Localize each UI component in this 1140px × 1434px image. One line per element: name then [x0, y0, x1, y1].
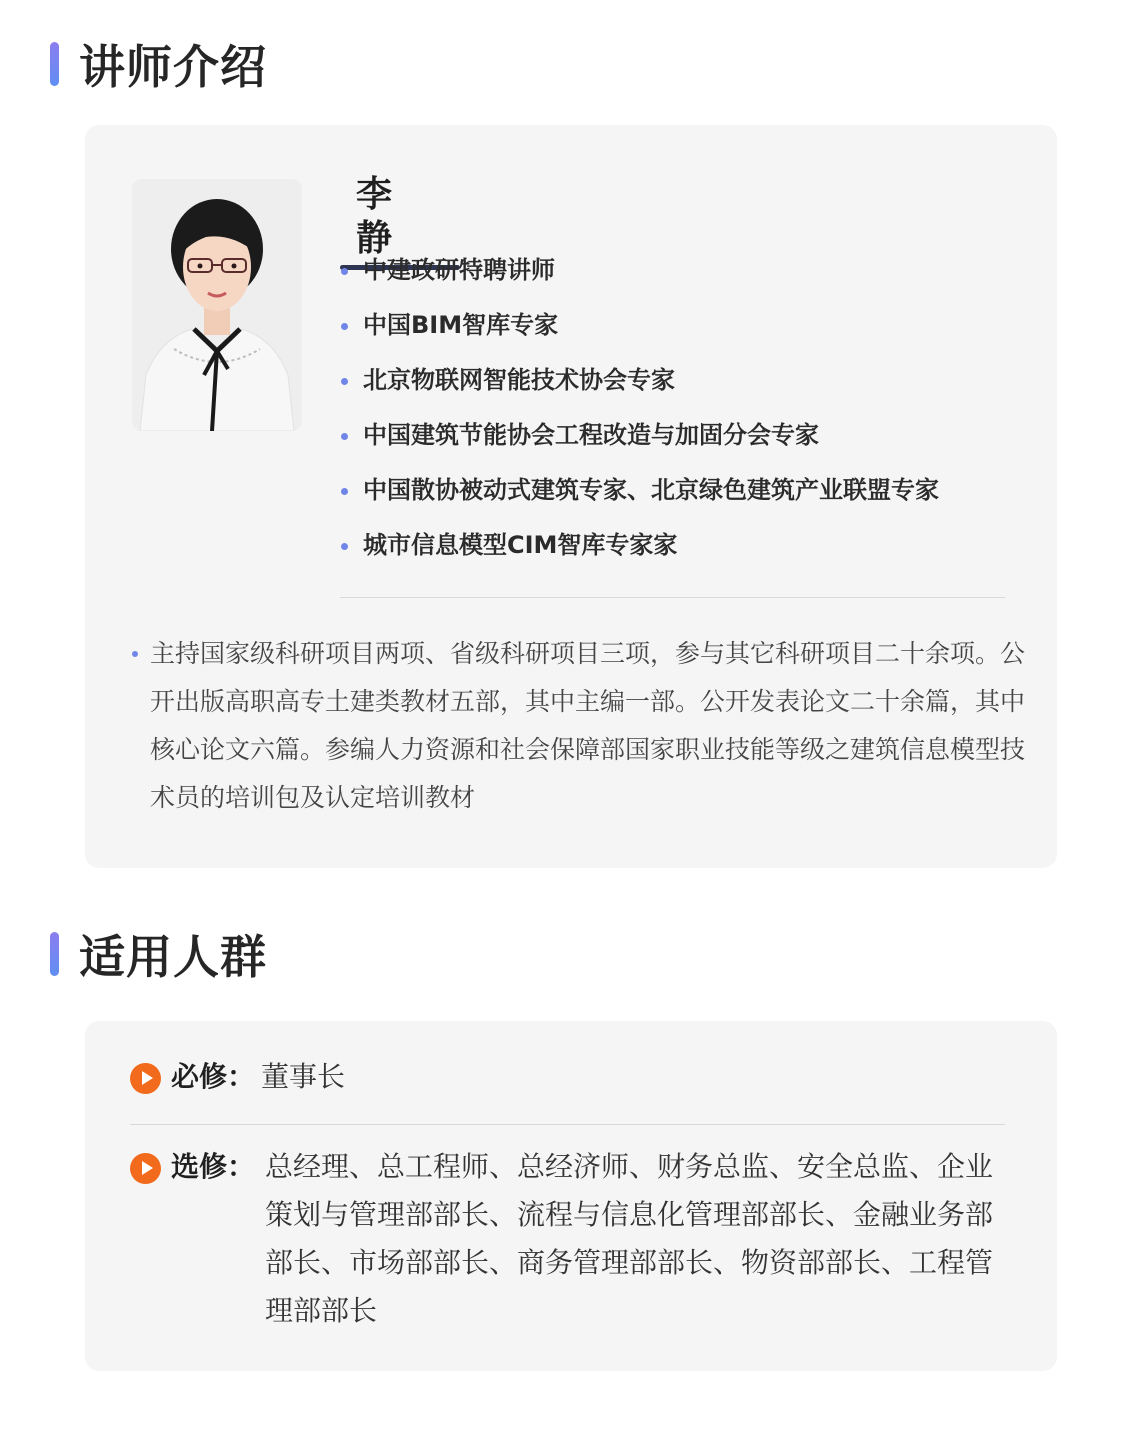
play-icon — [130, 1153, 161, 1184]
instructor-title-text: 讲师介绍 — [79, 40, 267, 94]
required-value: 董事长 — [261, 1060, 346, 1093]
audience-card — [85, 1021, 1057, 1371]
divider — [130, 1124, 1005, 1125]
instructor-photo — [132, 179, 302, 431]
instructor-card — [85, 125, 1057, 868]
elective-row — [130, 1143, 1015, 1335]
instructor-title-item: 中建政研特聘讲师 — [341, 243, 939, 298]
instructor-title-item: 城市信息模型CIM智库专家家 — [341, 518, 939, 573]
divider — [340, 597, 1005, 598]
play-icon — [130, 1063, 161, 1094]
audience-section-title — [50, 924, 267, 984]
title-accent-bar — [50, 42, 59, 86]
instructor-bio: 主持国家级科研项目两项、省级科研项目三项，参与其它科研项目二十余项。公开出版高职高专土建类教材五部，其中主编一部。公开发表论文二十余篇，其中核心论文六篇。参编人力资源和社会保障部国家职业技能等级之建筑信息模型技术员的培训包及认定培训教材 — [150, 639, 1026, 812]
title-accent-bar — [50, 932, 59, 976]
instructor-title-item: 北京物联网智能技术协会专家 — [341, 353, 939, 408]
instructor-section-title — [50, 34, 267, 94]
instructor-bio-block — [150, 630, 1030, 822]
elective-value: 总经理、总工程师、总经济师、财务总监、安全总监、企业策划与管理部部长、流程与信息化管理部部长、金融业务部部长、市场部部长、商务管理部部长、物资部部长、工程管理部部长 — [265, 1150, 994, 1327]
required-label: 必修： — [171, 1060, 256, 1093]
instructor-title-item: 中国散协被动式建筑专家、北京绿色建筑产业联盟专家 — [341, 463, 939, 518]
required-row — [130, 1053, 345, 1101]
instructor-titles-list — [341, 243, 939, 573]
portrait-illustration — [132, 179, 302, 431]
audience-title-text: 适用人群 — [79, 930, 267, 984]
elective-label: 选修： — [171, 1150, 256, 1183]
instructor-title-item: 中国BIM智库专家 — [341, 298, 939, 353]
bullet-dot — [132, 651, 138, 657]
instructor-title-item: 中国建筑节能协会工程改造与加固分会专家 — [341, 408, 939, 463]
instructor-name: 李 静 — [356, 174, 401, 259]
